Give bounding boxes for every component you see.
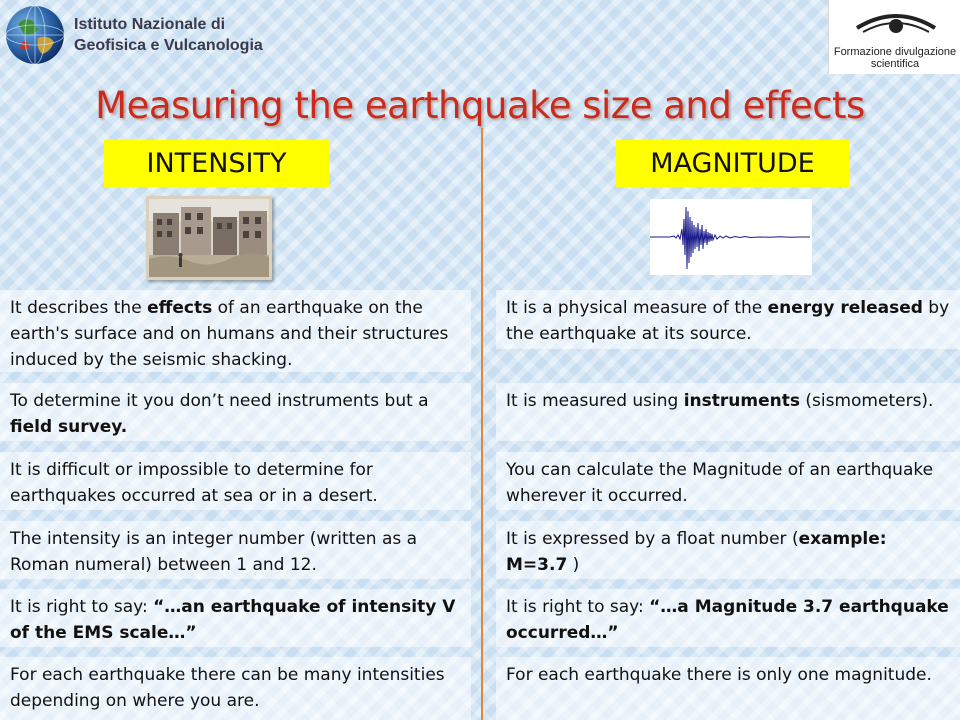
intensity-row-4	[0, 521, 471, 579]
formazione-logo	[828, 0, 960, 74]
intensity-row-2	[0, 383, 471, 441]
row-text: It is a physical measure of the	[506, 298, 768, 318]
row-text: )	[567, 555, 580, 575]
magnitude-row-4	[496, 521, 960, 579]
ingv-logo	[4, 4, 304, 66]
seismogram-image	[650, 199, 812, 275]
unit-line-1: Formazione divulgazione	[833, 46, 957, 58]
row-text: The intensity is an integer number (written as a Roman numeral) between 1 and 12.	[10, 529, 418, 575]
intensity-row-3	[0, 452, 471, 510]
row-text: You can calculate the Magnitude of an earthquake wherever it occurred.	[506, 460, 934, 506]
seismogram-trace	[650, 199, 812, 275]
row-text: It describes the	[10, 298, 148, 318]
row-text: It is measured using	[506, 391, 684, 411]
row-text: of an earthquake on the earth's surface and on humans and their structures induced by the seismic shacking.	[10, 298, 449, 370]
row-text: (sismometers).	[800, 391, 934, 411]
row-text: To determine it you don’t need instruments but a	[10, 391, 429, 411]
institute-line-2: Geofisica e Vulcanologia	[74, 37, 263, 54]
row-text: It is right to say:	[10, 597, 154, 617]
magnitude-row-2	[496, 383, 960, 441]
magnitude-row-3	[496, 452, 960, 510]
emphasis-text: field survey.	[10, 417, 128, 437]
intensity-row-6	[0, 657, 471, 720]
intensity-row-5	[0, 589, 471, 647]
emphasis-text: effects	[147, 298, 213, 318]
emphasis-text: instruments	[683, 391, 800, 411]
row-text: It is difficult or impossible to determine for earthquakes occurred at sea or in a desert.	[10, 460, 378, 506]
intensity-heading: INTENSITY	[104, 140, 329, 187]
page-title: Measuring the earthquake size and effects	[95, 84, 865, 127]
row-text: For each earthquake there can be many intensities depending on where you are.	[10, 665, 445, 711]
column-divider	[481, 128, 483, 720]
magnitude-row-5	[496, 589, 960, 647]
eye-icon	[853, 2, 939, 44]
unit-line-2: scientifica	[870, 58, 920, 70]
magnitude-row-1	[496, 290, 960, 349]
emphasis-text: “…a Magnitude 3.7 earthquake occurred…”	[506, 597, 949, 643]
row-text: It is right to say:	[506, 597, 650, 617]
building-image	[149, 199, 269, 277]
magnitude-heading: MAGNITUDE	[616, 140, 849, 187]
damaged-buildings-photo	[146, 196, 272, 280]
institute-line-1: Istituto Nazionale di	[74, 16, 226, 33]
institute-name	[74, 14, 263, 56]
magnitude-row-6	[496, 657, 960, 720]
emphasis-text: “…an earthquake of intensity V of the EMS scale…”	[10, 597, 456, 643]
globe-icon	[4, 4, 66, 66]
intensity-row-1	[0, 290, 471, 372]
row-text: For each earthquake there is only one magnitude.	[506, 665, 932, 685]
emphasis-text: example: M=3.7	[506, 529, 887, 575]
row-text: It is expressed by a float number (	[506, 529, 799, 549]
emphasis-text: energy released	[767, 298, 923, 318]
row-text: by the earthquake at its source.	[506, 298, 950, 344]
